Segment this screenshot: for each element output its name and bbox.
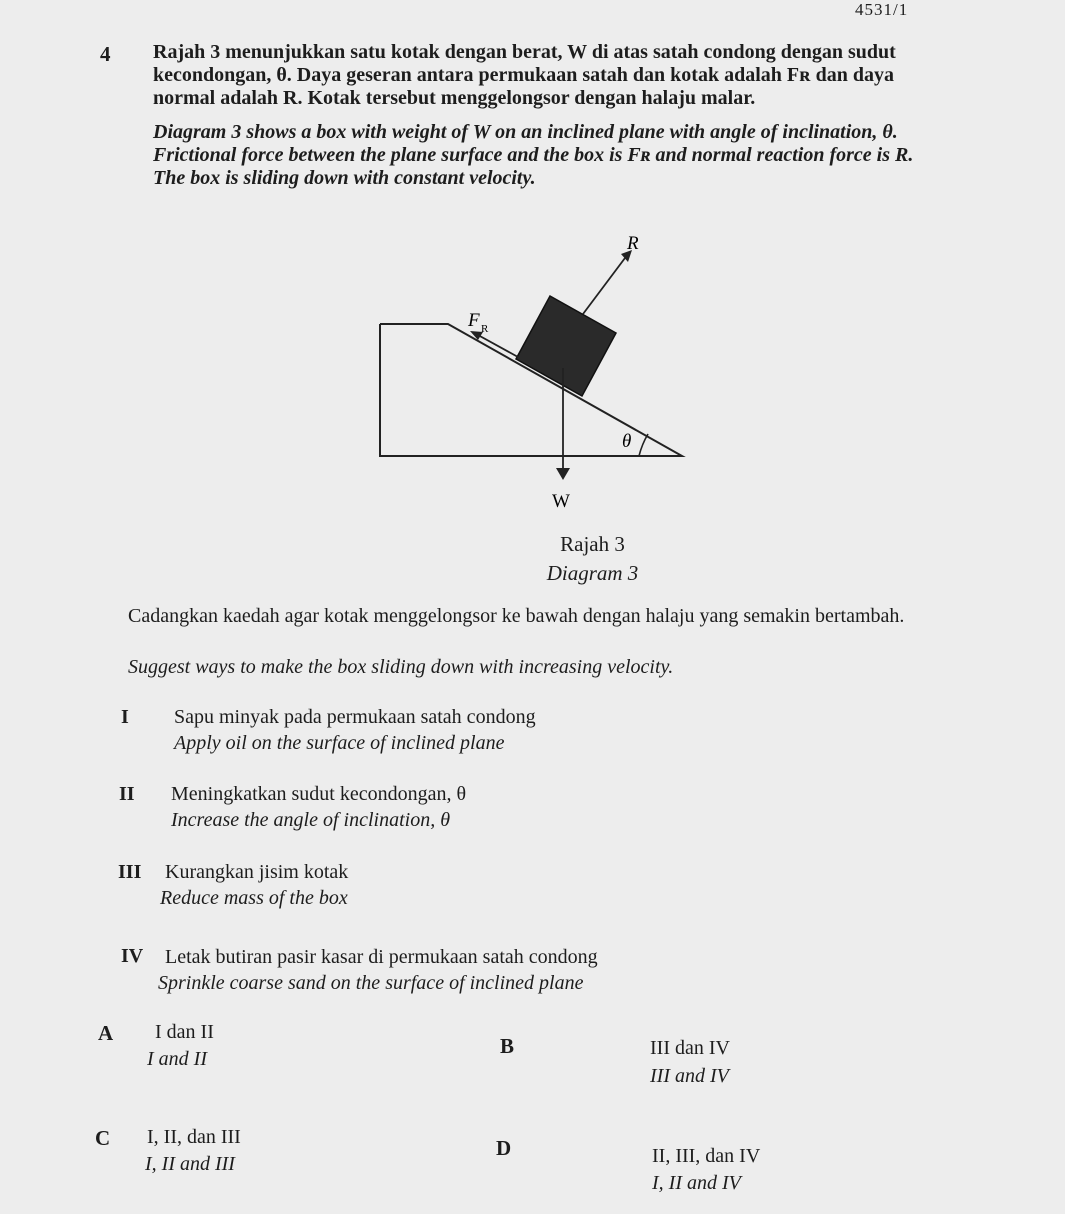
option-B-malay[interactable]: III dan IV: [650, 1037, 730, 1059]
statement-malay: Sapu minyak pada permukaan satah condong: [174, 706, 536, 728]
normal-reaction-arrow: [583, 258, 625, 314]
prompt-malay: Cadangkan kaedah agar kotak menggelongsor ke bawah dengan halaju yang semakin bertambah.: [128, 605, 905, 627]
option-D-malay[interactable]: II, III, dan IV: [652, 1145, 761, 1167]
prompt-english: Suggest ways to make the box sliding down with increasing velocity.: [128, 656, 674, 678]
label-W: W: [552, 491, 570, 512]
diagram-caption-malay: Rajah 3: [560, 532, 625, 556]
statement-english: Apply oil on the surface of inclined plane: [174, 732, 505, 754]
option-C-malay[interactable]: I, II, dan III: [147, 1126, 241, 1148]
option-A-malay[interactable]: I dan II: [155, 1021, 214, 1043]
option-A-letter[interactable]: A: [98, 1021, 114, 1045]
weight-arrowhead: [556, 468, 570, 480]
option-D-english[interactable]: I, II and IV: [652, 1172, 741, 1194]
statement-numeral: III: [118, 861, 142, 883]
statement-english: Reduce mass of the box: [160, 887, 348, 909]
option-B-letter[interactable]: B: [500, 1034, 515, 1058]
option-C-english[interactable]: I, II and III: [145, 1153, 235, 1175]
page-code: 4531/1: [855, 0, 909, 19]
question-number: 4: [100, 42, 111, 66]
statement-english: Increase the angle of inclination, θ: [171, 809, 451, 831]
option-D-letter[interactable]: D: [496, 1136, 512, 1160]
question-text-english: Diagram 3 shows a box with weight of W on an inclined plane with angle of inclination, θ. Frictional force between the plane surface and the box is Fʀ and normal reaction force is R. The box is sliding down with constant velocity.: [153, 121, 914, 189]
friction-arrow: [478, 335, 518, 357]
option-A-english[interactable]: I and II: [147, 1048, 207, 1070]
statement-malay: Meningkatkan sudut kecondongan, θ: [171, 783, 467, 805]
statement-numeral: II: [119, 783, 135, 805]
option-B-english[interactable]: III and IV: [650, 1065, 729, 1087]
question-text-malay: Rajah 3 menunjukkan satu kotak dengan berat, W di atas satah condong dengan sudut kecondongan, θ. Daya geseran antara permukaan satah dan kotak adalah Fʀ dan daya normal adalah R. Kotak tersebut menggelongsor dengan halaju malar.: [153, 41, 896, 109]
label-F-subscript: R: [481, 323, 489, 335]
label-R: R: [627, 233, 639, 254]
diagram-caption-english: Diagram 3: [546, 561, 639, 585]
box: [516, 296, 616, 396]
angle-arc: [639, 434, 648, 456]
statement-english: Sprinkle coarse sand on the surface of inclined plane: [158, 972, 584, 994]
label-F: F: [468, 310, 480, 331]
inclined-plane-diagram: [370, 228, 700, 518]
statement-numeral: IV: [121, 945, 144, 967]
statement-malay: Letak butiran pasir kasar di permukaan satah condong: [165, 946, 598, 968]
label-theta: θ: [622, 431, 632, 452]
statement-numeral: I: [121, 706, 129, 728]
option-C-letter[interactable]: C: [95, 1126, 111, 1150]
statement-malay: Kurangkan jisim kotak: [165, 861, 349, 883]
